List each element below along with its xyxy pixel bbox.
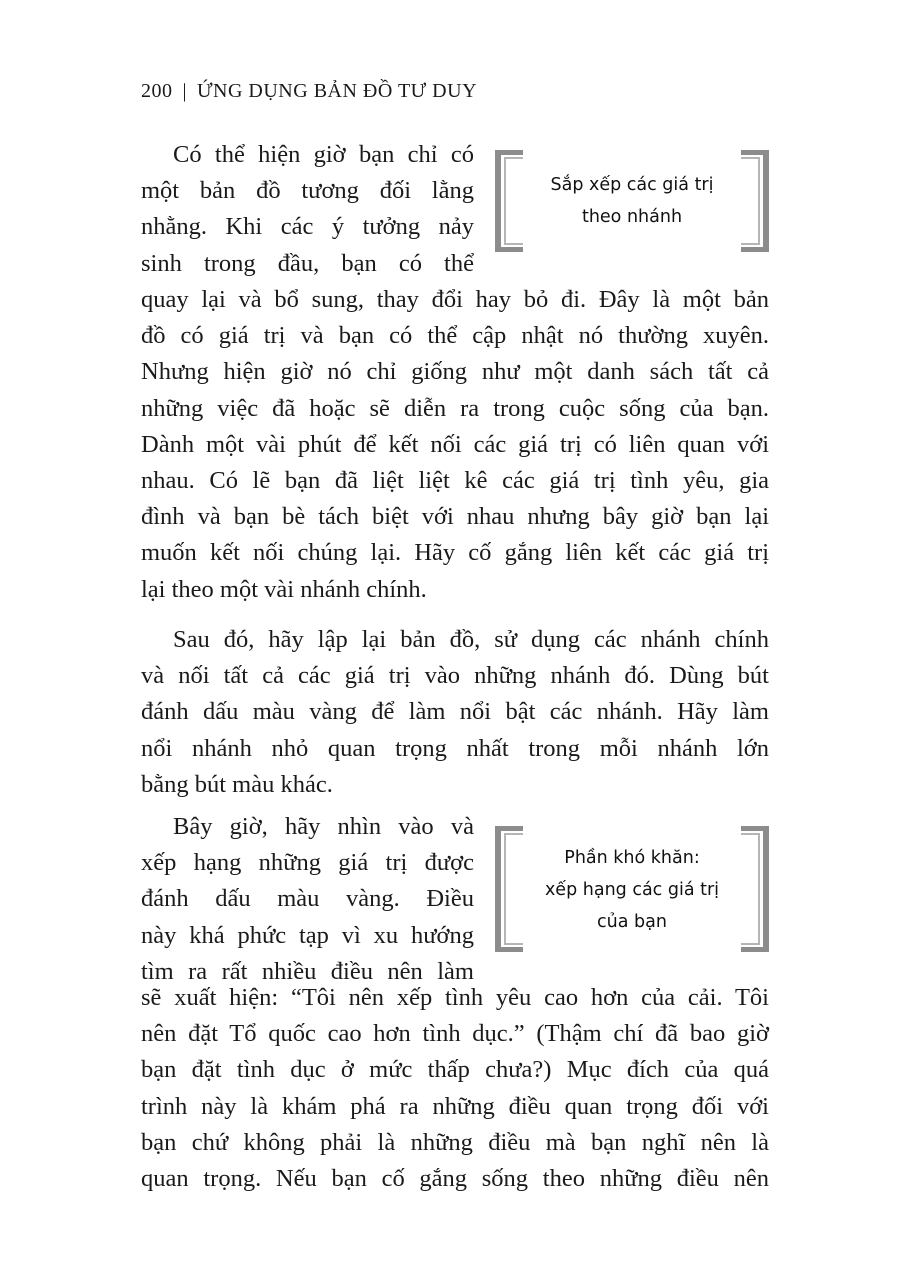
right-bracket-icon xyxy=(739,150,769,252)
text-line: và nối tất cả các giá trị vào những nhánh đó. Dùng bút xyxy=(141,662,769,690)
pull-quote-line: xếp hạng các giá trị xyxy=(544,880,720,900)
text-line: một bản đồ tương đối lằng xyxy=(141,177,474,205)
text-line: trình này là khám phá ra những điều quan trọng đối với xyxy=(141,1092,769,1120)
paragraph-1 xyxy=(141,137,474,282)
right-bracket-icon xyxy=(739,826,769,952)
pull-quote-box xyxy=(495,150,769,252)
paragraph-3-continued xyxy=(141,980,769,1197)
paragraph-3 xyxy=(141,809,474,990)
text-line: nhằng. Khi các ý tưởng nảy xyxy=(141,213,474,241)
text-line: xếp hạng những giá trị được xyxy=(141,849,474,877)
paragraph-1-continued xyxy=(141,282,769,608)
pull-quote-text xyxy=(525,169,739,233)
pull-quote-line: Phần khó khăn: xyxy=(564,848,700,868)
text-line: lại theo một vài nhánh chính. xyxy=(141,575,427,603)
text-line: đánh dấu màu vàng. Điều xyxy=(141,885,474,913)
text-line: bằng bút màu khác. xyxy=(141,770,333,798)
text-line: sinh trong đầu, bạn có thể xyxy=(141,249,474,277)
text-line: những việc đã hoặc sẽ diễn ra trong cuộc sống của bạn. xyxy=(141,394,769,422)
pull-quote-line: theo nhánh xyxy=(581,207,683,227)
pull-quote-text xyxy=(525,842,739,938)
paragraph-2 xyxy=(141,622,769,803)
pull-quote-box xyxy=(495,826,769,952)
text-line: tìm ra rất nhiều điều nên làm xyxy=(141,957,474,985)
text-line: Nhưng hiện giờ nó chỉ giống như một danh sách tất cả xyxy=(141,358,769,386)
text-line: bạn chứ không phải là những điều mà bạn nghĩ nên là xyxy=(141,1128,769,1156)
text-line: này khá phức tạp vì xu hướng xyxy=(141,921,474,949)
running-header xyxy=(141,80,477,103)
text-line: đồ có giá trị và bạn có thể cập nhật nó thường xuyên. xyxy=(141,322,769,350)
text-line: nên đặt Tổ quốc cao hơn tình dục.” (Thậm chí đã bao giờ xyxy=(141,1020,769,1048)
text-line: quan trọng. Nếu bạn cố gắng sống theo những điều nên xyxy=(141,1165,769,1193)
text-line: Có thể hiện giờ bạn chỉ có xyxy=(173,141,474,168)
text-line: đánh dấu màu vàng để làm nổi bật các nhánh. Hãy làm xyxy=(141,698,769,726)
text-line: muốn kết nối chúng lại. Hãy cố gắng liên kết các giá trị xyxy=(141,539,769,567)
text-line: bạn đặt tình dục ở mức thấp chưa?) Mục đích của quá xyxy=(141,1056,769,1084)
text-line: đình và bạn bè tách biệt với nhau nhưng bây giờ bạn lại xyxy=(141,503,769,531)
pull-quote-line: của bạn xyxy=(597,912,667,932)
text-line: Bây giờ, hãy nhìn vào và xyxy=(173,813,474,840)
text-line: sẽ xuất hiện: “Tôi nên xếp tình yêu cao hơn của cải. Tôi xyxy=(141,984,769,1011)
book-title: ỨNG DỤNG BẢN ĐỒ TƯ DUY xyxy=(197,80,478,102)
text-line: nhau. Có lẽ bạn đã liệt liệt kê các giá trị tình yêu, gia xyxy=(141,467,769,495)
text-line: Dành một vài phút để kết nối các giá trị có liên quan với xyxy=(141,430,769,458)
text-line: quay lại và bổ sung, thay đổi hay bỏ đi. Đây là một bản xyxy=(141,286,769,313)
text-line: nổi nhánh nhỏ quan trọng nhất trong mỗi nhánh lớn xyxy=(141,734,769,762)
pull-quote-line: Sắp xếp các giá trị xyxy=(550,175,714,195)
left-bracket-icon xyxy=(495,150,525,252)
page-number: 200 xyxy=(141,80,173,102)
text-line: Sau đó, hãy lập lại bản đồ, sử dụng các nhánh chính xyxy=(173,626,769,653)
header-separator: | xyxy=(182,80,188,102)
left-bracket-icon xyxy=(495,826,525,952)
